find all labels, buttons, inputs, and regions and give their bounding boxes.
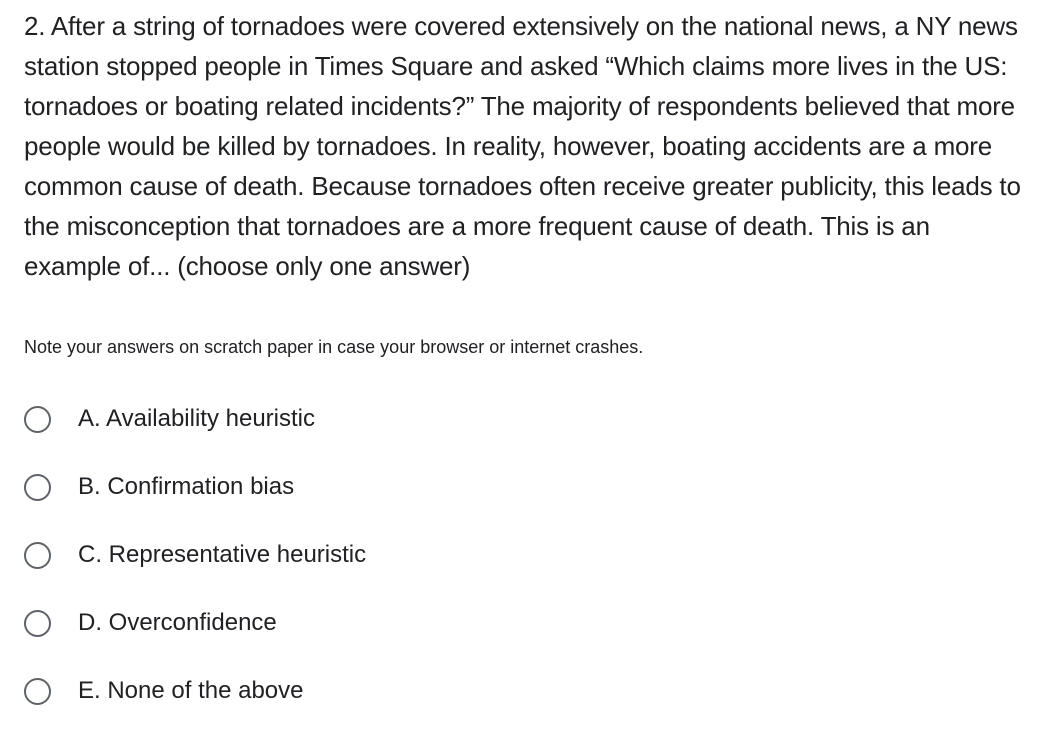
option-label: C. Representative heuristic [78,541,367,568]
option-label: A. Availability heuristic [78,405,315,432]
question-note: Note your answers on scratch paper in case your browser or internet crashes. [24,337,644,357]
option-d[interactable] [24,589,924,657]
radio-button-icon[interactable] [24,610,51,637]
option-label: E. None of the above [78,677,304,704]
radio-button-icon[interactable] [24,542,51,569]
option-e[interactable] [24,657,924,725]
option-b[interactable] [24,453,924,521]
question-text: 2. After a string of tornadoes were covered extensively on the national news, a NY news station stopped people in Times Square and asked “Which claims more lives in the US: tornadoes or boating related incidents?” The majority of respondents believed that more people would be killed by tornadoes. In reality, however, boating accidents are a more common cause of death. Because tornadoes often receive greater publicity, this leads to the misconception that tornadoes are a more frequent cause of death. This is an example of... (choose only one answer) [24,11,1021,281]
answer-options [24,385,924,725]
option-c[interactable] [24,521,924,589]
option-label: D. Overconfidence [78,609,277,636]
radio-button-icon[interactable] [24,406,51,433]
radio-button-icon[interactable] [24,678,51,705]
radio-button-icon[interactable] [24,474,51,501]
option-a[interactable] [24,385,924,453]
option-label: B. Confirmation bias [78,473,295,500]
